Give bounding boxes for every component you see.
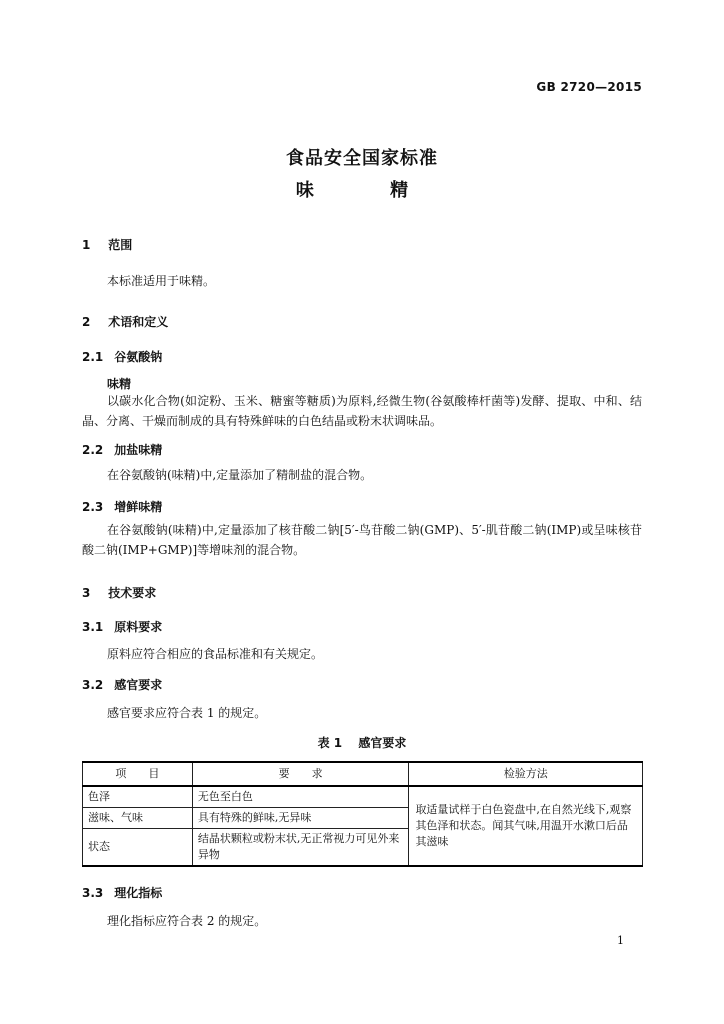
standard-code: GB 2720—2015: [536, 80, 642, 94]
requirement-cell: 无色至白色: [192, 786, 409, 808]
table-title: 感官要求: [358, 736, 407, 750]
requirement-cell: 具有特殊的鲜味,无异味: [192, 808, 409, 829]
section-2-1-definition: 以碳水化合物(如淀粉、玉米、糖蜜等糖质)为原料,经微生物(谷氨酸棒杆菌等)发酵、提取、中和、结晶、分离、干燥而制成的具有特殊鲜味的白色结晶或粉末状调味品。: [82, 394, 642, 428]
section-title: 原料要求: [114, 620, 163, 634]
section-2-1-heading: [82, 348, 162, 365]
table-1-caption: [0, 734, 724, 751]
section-number: 3.2: [82, 678, 104, 692]
document-subtitle: 味 精: [295, 180, 429, 201]
section-3-1-text: 原料应符合相应的食品标准和有关规定。: [107, 647, 324, 661]
section-3-1-heading: [82, 618, 162, 635]
item-cell: 色泽: [83, 786, 193, 808]
section-title: 技术要求: [108, 586, 157, 600]
section-2-2-definition: 在谷氨酸钠(味精)中,定量添加了精制盐的混合物。: [107, 468, 373, 482]
column-header-requirement: 要 求: [192, 762, 409, 786]
section-3-heading: [82, 584, 156, 601]
section-3-3-heading: [82, 884, 162, 901]
table-number: 表 1: [317, 736, 343, 750]
section-2-3-definition: 在谷氨酸钠(味精)中,定量添加了核苷酸二钠[5′-鸟苷酸二钠(GMP)、5′-肌苷酸二钠(IMP)或呈味核苷酸二钠(IMP+GMP)]等增味剂的混合物。: [82, 523, 642, 557]
section-number: 2.3: [82, 500, 104, 514]
page-number: 1: [617, 934, 624, 947]
document-title: 食品安全国家标准: [286, 148, 438, 169]
section-3-3-text: 理化指标应符合表 2 的规定。: [107, 914, 267, 928]
column-header-method: 检验方法: [409, 762, 643, 786]
section-1-text: 本标准适用于味精。: [107, 274, 216, 288]
section-title: 感官要求: [114, 678, 163, 692]
table-header-row: [83, 762, 643, 786]
section-title: 加盐味精: [114, 443, 163, 457]
section-1-heading: [82, 236, 132, 253]
section-title: 增鲜味精: [114, 500, 163, 514]
section-title: 理化指标: [114, 886, 163, 900]
section-number: 1: [82, 238, 91, 252]
term-synonym: 味精: [107, 377, 132, 391]
section-title: 谷氨酸钠: [114, 350, 163, 364]
section-3-2-text: 感官要求应符合表 1 的规定。: [107, 706, 267, 720]
sensory-requirements-table: [82, 761, 643, 867]
section-2-3-heading: [82, 498, 162, 515]
section-number: 3.1: [82, 620, 104, 634]
item-cell: 状态: [83, 829, 193, 867]
section-title: 术语和定义: [108, 315, 169, 329]
requirement-cell: 结晶状颗粒或粉末状,无正常视力可见外来异物: [192, 829, 409, 867]
section-2-2-heading: [82, 441, 162, 458]
item-cell: 滋味、气味: [83, 808, 193, 829]
section-3-2-heading: [82, 676, 162, 693]
section-number: 2.2: [82, 443, 104, 457]
section-number: 2: [82, 315, 91, 329]
section-number: 3: [82, 586, 91, 600]
table-row: [83, 786, 643, 808]
section-title: 范围: [108, 238, 133, 252]
method-cell: 取适量试样于白色瓷盘中,在自然光线下,观察其色泽和状态。闻其气味,用温开水漱口后品其滋味: [409, 786, 643, 866]
column-header-item: 项 目: [83, 762, 193, 786]
section-number: 2.1: [82, 350, 104, 364]
section-2-heading: [82, 313, 168, 330]
section-number: 3.3: [82, 886, 104, 900]
